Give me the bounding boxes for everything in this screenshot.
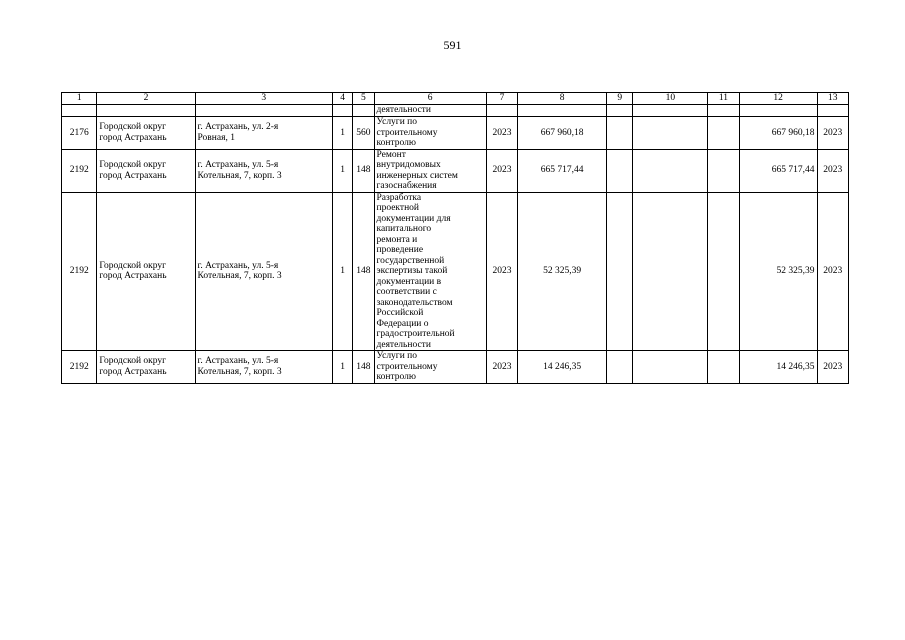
cell-col11 <box>708 117 739 150</box>
cell-municipality: Городской округ город Астрахань <box>97 117 195 150</box>
cell-municipality: Городской округ город Астрахань <box>97 192 195 351</box>
table-row <box>62 117 849 150</box>
cell-col11 <box>708 351 739 384</box>
continuation-text: деятельности <box>374 105 486 117</box>
cell-year: 2023 <box>486 149 517 192</box>
table-row <box>62 149 849 192</box>
cell-work-type: Разработка проектной документации для капитального ремонта и проведение государственной экспертизы такой документации в соответствии с законодательством Российской Федерации о градостроительной деятельности <box>374 192 486 351</box>
cell-address: г. Астрахань, ул. 2-я Ровная, 1 <box>195 117 333 150</box>
continuation-row <box>62 105 849 117</box>
column-header: 11 <box>708 93 739 105</box>
cell-number: 2176 <box>62 117 97 150</box>
column-header: 13 <box>817 93 848 105</box>
cell-year-end: 2023 <box>817 351 848 384</box>
cell-year-end: 2023 <box>817 117 848 150</box>
cell-address: г. Астрахань, ул. 5-я Котельная, 7, корп. 3 <box>195 192 333 351</box>
cell-col9 <box>607 192 633 351</box>
cell-address: г. Астрахань, ул. 5-я Котельная, 7, корп. 3 <box>195 149 333 192</box>
cell-year: 2023 <box>486 351 517 384</box>
column-header: 1 <box>62 93 97 105</box>
cell-col10 <box>633 117 708 150</box>
column-header: 12 <box>739 93 817 105</box>
cell-col4: 1 <box>333 149 353 192</box>
cell-cost-total: 667 960,18 <box>739 117 817 150</box>
cell-cost: 667 960,18 <box>518 117 607 150</box>
cell-work-type: Услуги по строительному контролю <box>374 117 486 150</box>
cell-cost: 14 246,35 <box>518 351 607 384</box>
cell-number: 2192 <box>62 149 97 192</box>
registry-table <box>61 92 849 384</box>
cell-work-type: Услуги по строительному контролю <box>374 351 486 384</box>
cell-cost-total: 52 325,39 <box>739 192 817 351</box>
cell-col4: 1 <box>333 117 353 150</box>
table-row <box>62 192 849 351</box>
cell-number: 2192 <box>62 351 97 384</box>
cell-col4: 1 <box>333 192 353 351</box>
column-header: 4 <box>333 93 353 105</box>
cell-col9 <box>607 351 633 384</box>
cell-cost: 52 325,39 <box>518 192 607 351</box>
cell-col11 <box>708 192 739 351</box>
cell-col5: 148 <box>353 149 374 192</box>
cell-cost-total: 14 246,35 <box>739 351 817 384</box>
cell-col10 <box>633 149 708 192</box>
cell-col10 <box>633 351 708 384</box>
table-row <box>62 351 849 384</box>
cell-col5: 148 <box>353 192 374 351</box>
cell-col9 <box>607 117 633 150</box>
page-number: 591 <box>443 38 462 52</box>
cell-col5: 560 <box>353 117 374 150</box>
cell-col10 <box>633 192 708 351</box>
cell-number: 2192 <box>62 192 97 351</box>
cell-cost: 665 717,44 <box>518 149 607 192</box>
cell-municipality: Городской округ город Астрахань <box>97 351 195 384</box>
column-header: 8 <box>518 93 607 105</box>
cell-year-end: 2023 <box>817 149 848 192</box>
header-row <box>62 93 849 105</box>
cell-year: 2023 <box>486 117 517 150</box>
cell-col11 <box>708 149 739 192</box>
column-header: 7 <box>486 93 517 105</box>
cell-col5: 148 <box>353 351 374 384</box>
column-header: 2 <box>97 93 195 105</box>
column-header: 6 <box>374 93 486 105</box>
column-header: 5 <box>353 93 374 105</box>
column-header: 9 <box>607 93 633 105</box>
cell-address: г. Астрахань, ул. 5-я Котельная, 7, корп. 3 <box>195 351 333 384</box>
cell-col9 <box>607 149 633 192</box>
column-header: 3 <box>195 93 333 105</box>
cell-municipality: Городской округ город Астрахань <box>97 149 195 192</box>
cell-work-type: Ремонт внутридомовых инженерных систем газоснабжения <box>374 149 486 192</box>
cell-col4: 1 <box>333 351 353 384</box>
cell-year: 2023 <box>486 192 517 351</box>
cell-cost-total: 665 717,44 <box>739 149 817 192</box>
cell-year-end: 2023 <box>817 192 848 351</box>
column-header: 10 <box>633 93 708 105</box>
